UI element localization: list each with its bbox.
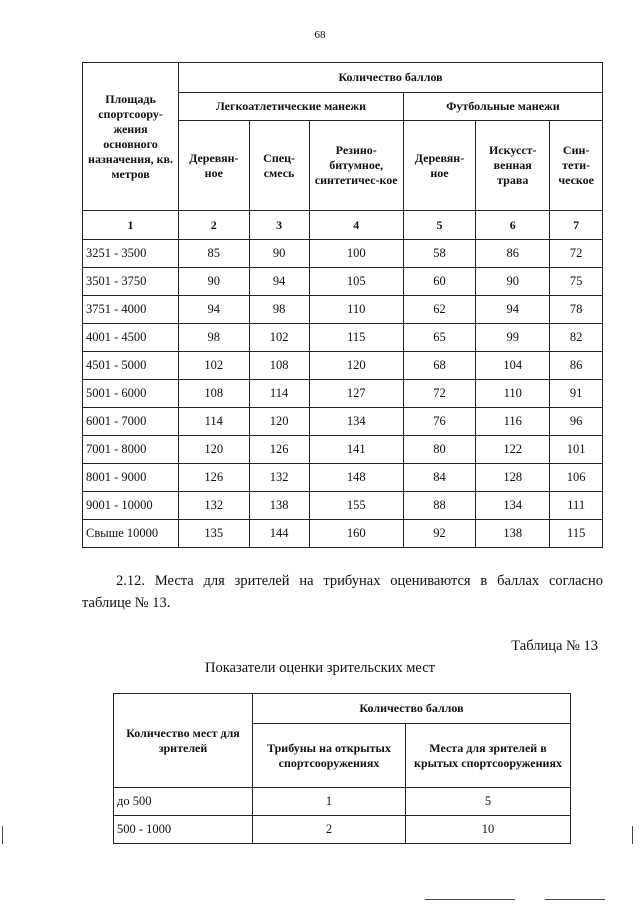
table-row <box>83 436 603 464</box>
table-row <box>83 520 603 548</box>
header-col-open: Трибуны на открытых спортсооружениях <box>253 724 406 788</box>
value-cell: 72 <box>550 240 603 268</box>
value-cell: 86 <box>476 240 550 268</box>
value-cell: 144 <box>249 520 309 548</box>
value-cell: 98 <box>249 296 309 324</box>
value-cell: 141 <box>309 436 403 464</box>
header-col-mix: Спец-смесь <box>249 121 309 211</box>
header-col-covered: Места для зрителей в крытых спортсооружениях <box>406 724 571 788</box>
value-cell: 148 <box>309 464 403 492</box>
value-cell: 92 <box>403 520 475 548</box>
col-number: 4 <box>309 211 403 240</box>
value-cell: 2 <box>253 816 406 844</box>
value-cell: 102 <box>179 352 249 380</box>
row-label-cell: 7001 - 8000 <box>83 436 179 464</box>
row-label-cell: 4501 - 5000 <box>83 352 179 380</box>
value-cell: 88 <box>403 492 475 520</box>
value-cell: 138 <box>476 520 550 548</box>
col-number: 3 <box>249 211 309 240</box>
value-cell: 90 <box>179 268 249 296</box>
value-cell: 100 <box>309 240 403 268</box>
header-group-football: Футбольные манежи <box>403 93 602 121</box>
value-cell: 102 <box>249 324 309 352</box>
paragraph-2-12 <box>82 570 603 614</box>
table-13-title: Показатели оценки зрительских мест <box>204 660 436 676</box>
table-row <box>83 352 603 380</box>
header-col-synthetic: Син-тети-ческое <box>550 121 603 211</box>
value-cell: 114 <box>179 408 249 436</box>
value-cell: 62 <box>403 296 475 324</box>
row-label-cell: 3501 - 3750 <box>83 268 179 296</box>
col-number: 1 <box>83 211 179 240</box>
header-col-wood-2: Деревян-ное <box>403 121 475 211</box>
row-label-cell: 5001 - 6000 <box>83 380 179 408</box>
value-cell: 90 <box>476 268 550 296</box>
value-cell: 94 <box>476 296 550 324</box>
value-cell: 128 <box>476 464 550 492</box>
header-group-athletics: Легкоатлетические манежи <box>179 93 404 121</box>
row-label-cell: 3251 - 3500 <box>83 240 179 268</box>
value-cell: 120 <box>179 436 249 464</box>
table-12 <box>82 62 603 548</box>
value-cell: 85 <box>179 240 249 268</box>
value-cell: 90 <box>249 240 309 268</box>
value-cell: 106 <box>550 464 603 492</box>
header-points: Количество баллов <box>179 63 603 93</box>
value-cell: 72 <box>403 380 475 408</box>
table-row <box>83 268 603 296</box>
value-cell: 60 <box>403 268 475 296</box>
value-cell: 94 <box>179 296 249 324</box>
value-cell: 84 <box>403 464 475 492</box>
value-cell: 96 <box>550 408 603 436</box>
value-cell: 110 <box>476 380 550 408</box>
page-number: 68 <box>314 29 326 41</box>
table-row <box>83 408 603 436</box>
value-cell: 134 <box>309 408 403 436</box>
col-number: 5 <box>403 211 475 240</box>
table-row <box>83 296 603 324</box>
value-cell: 126 <box>249 436 309 464</box>
value-cell: 110 <box>309 296 403 324</box>
table-row <box>83 240 603 268</box>
value-cell: 82 <box>550 324 603 352</box>
value-cell: 160 <box>309 520 403 548</box>
row-label-cell: до 500 <box>114 788 253 816</box>
table-13-label: Таблица № 13 <box>511 638 598 654</box>
value-cell: 10 <box>406 816 571 844</box>
value-cell: 116 <box>476 408 550 436</box>
value-cell: 115 <box>309 324 403 352</box>
value-cell: 108 <box>249 352 309 380</box>
value-cell: 78 <box>550 296 603 324</box>
value-cell: 132 <box>179 492 249 520</box>
table-13 <box>113 693 571 844</box>
value-cell: 127 <box>309 380 403 408</box>
header-col-rubber: Резино-битумное, синтетичес-кое <box>309 121 403 211</box>
value-cell: 65 <box>403 324 475 352</box>
col-number: 2 <box>179 211 249 240</box>
value-cell: 99 <box>476 324 550 352</box>
header-points: Количество баллов <box>253 694 571 724</box>
value-cell: 91 <box>550 380 603 408</box>
value-cell: 111 <box>550 492 603 520</box>
value-cell: 120 <box>309 352 403 380</box>
value-cell: 75 <box>550 268 603 296</box>
paragraph-line-2: таблице № 13. <box>82 595 171 611</box>
header-seats: Количество мест для зрителей <box>114 694 253 788</box>
scan-mark <box>545 899 605 900</box>
col-number: 6 <box>476 211 550 240</box>
row-label-cell: 9001 - 10000 <box>83 492 179 520</box>
value-cell: 105 <box>309 268 403 296</box>
table-row <box>83 380 603 408</box>
scan-mark <box>2 826 3 844</box>
value-cell: 76 <box>403 408 475 436</box>
row-label-cell: Свыше 10000 <box>83 520 179 548</box>
value-cell: 138 <box>249 492 309 520</box>
row-label-cell: 6001 - 7000 <box>83 408 179 436</box>
header-area: Площадь спортсоору-жения основного назначения, кв. метров <box>83 63 179 211</box>
value-cell: 98 <box>179 324 249 352</box>
header-col-wood-1: Деревян-ное <box>179 121 249 211</box>
value-cell: 5 <box>406 788 571 816</box>
col-number: 7 <box>550 211 603 240</box>
value-cell: 134 <box>476 492 550 520</box>
header-col-grass: Искусст-венная трава <box>476 121 550 211</box>
scan-mark <box>425 899 515 900</box>
value-cell: 101 <box>550 436 603 464</box>
scan-mark <box>632 826 633 844</box>
value-cell: 68 <box>403 352 475 380</box>
value-cell: 114 <box>249 380 309 408</box>
value-cell: 94 <box>249 268 309 296</box>
value-cell: 135 <box>179 520 249 548</box>
value-cell: 155 <box>309 492 403 520</box>
row-label-cell: 4001 - 4500 <box>83 324 179 352</box>
value-cell: 108 <box>179 380 249 408</box>
value-cell: 120 <box>249 408 309 436</box>
row-label-cell: 500 - 1000 <box>114 816 253 844</box>
value-cell: 86 <box>550 352 603 380</box>
row-label-cell: 3751 - 4000 <box>83 296 179 324</box>
row-label-cell: 8001 - 9000 <box>83 464 179 492</box>
value-cell: 132 <box>249 464 309 492</box>
table-row <box>114 788 571 816</box>
value-cell: 80 <box>403 436 475 464</box>
table-row <box>83 464 603 492</box>
value-cell: 115 <box>550 520 603 548</box>
table-row <box>83 324 603 352</box>
table-row <box>83 492 603 520</box>
value-cell: 58 <box>403 240 475 268</box>
value-cell: 1 <box>253 788 406 816</box>
value-cell: 126 <box>179 464 249 492</box>
value-cell: 122 <box>476 436 550 464</box>
table-row <box>114 816 571 844</box>
paragraph-line-1: 2.12. Места для зрителей на трибунах оцениваются в баллах согласно <box>116 573 603 589</box>
value-cell: 104 <box>476 352 550 380</box>
